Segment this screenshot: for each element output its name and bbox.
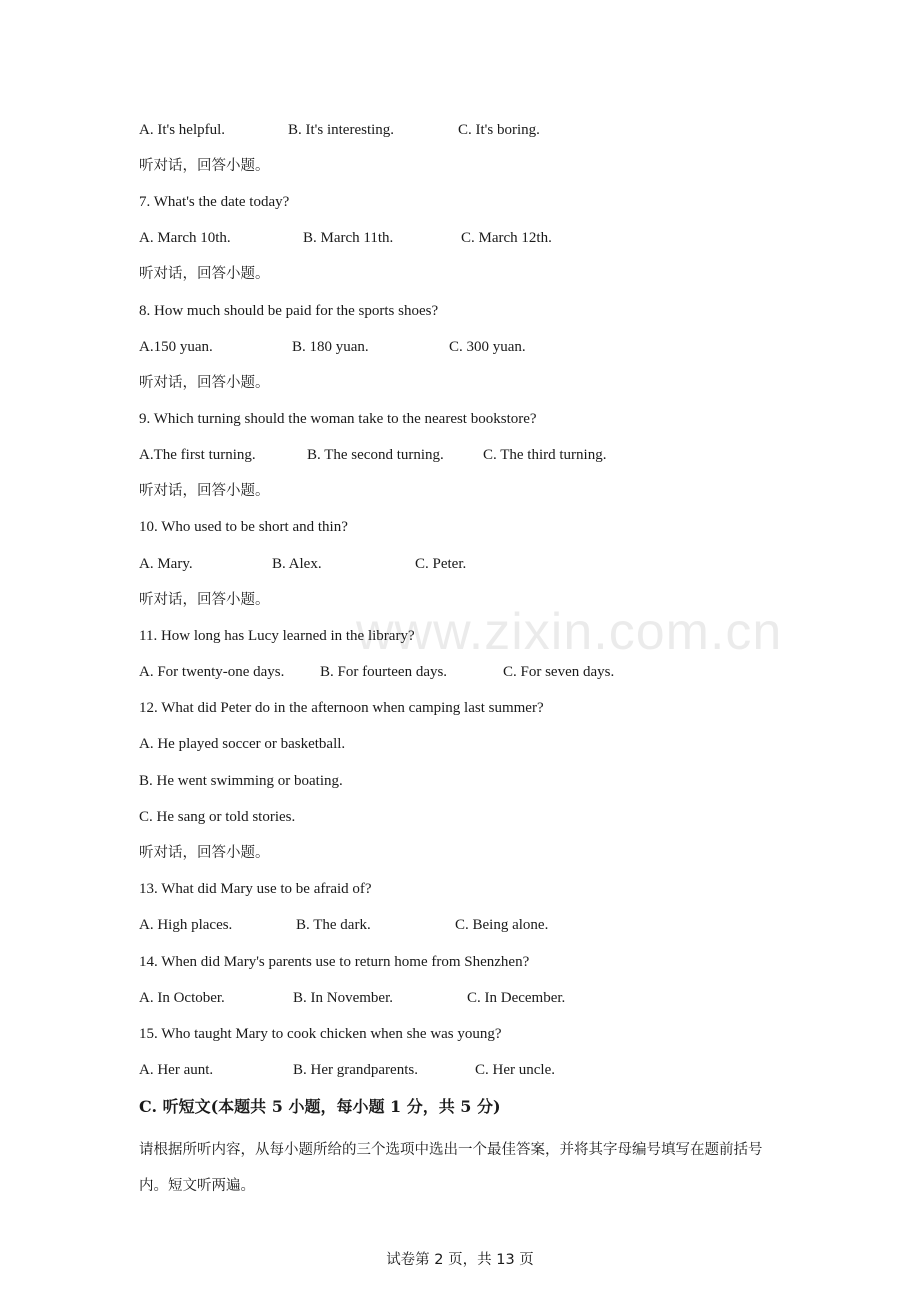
q10-question: 10. Who used to be short and thin?	[139, 519, 348, 535]
q6-option-b: B. It's interesting.	[288, 122, 395, 138]
q15-option-c: C. Her uncle.	[475, 1062, 555, 1078]
q13-question: 13. What did Mary use to be afraid of?	[139, 881, 372, 897]
q11-option-a: A. For twenty-one days.	[139, 664, 285, 680]
section-c-instructions: 请根据所听内容，从每小题所给的三个选项中选出一个最佳答案，并将其字母编号填写在题前括号内。短文听两遍。	[139, 1142, 763, 1194]
q9-option-b: B. The second turning.	[307, 447, 444, 463]
q14-option-a: A. In October.	[139, 990, 225, 1006]
q7-option-b: B. March 11th.	[303, 230, 394, 246]
q11-option-c: C. For seven days.	[503, 664, 615, 680]
q13-option-a: A. High places.	[139, 917, 233, 933]
watermark: www.zixin.com.cn	[356, 603, 783, 661]
q13-option-c: C. Being alone.	[455, 917, 549, 933]
q12-option-b: B. He went swimming or boating.	[139, 773, 343, 789]
q7-question: 7. What's the date today?	[139, 194, 290, 210]
q10-option-a: A. Mary.	[139, 556, 193, 572]
instruction: 听对话，回答小题。	[139, 592, 270, 608]
q14-question: 14. When did Mary's parents use to return home from Shenzhen?	[139, 954, 530, 970]
q12-question: 12. What did Peter do in the afternoon when camping last summer?	[139, 700, 544, 716]
q15-option-a: A. Her aunt.	[139, 1062, 214, 1078]
q7-option-a: A. March 10th.	[139, 230, 231, 246]
page-footer: 试卷第 2 页，共 13 页	[386, 1252, 534, 1268]
q15-option-b: B. Her grandparents.	[293, 1062, 418, 1078]
instruction: 听对话，回答小题。	[139, 845, 270, 861]
q15-question: 15. Who taught Mary to cook chicken when she was young?	[139, 1026, 502, 1042]
q8-option-b: B. 180 yuan.	[292, 339, 369, 355]
q8-question: 8. How much should be paid for the sports shoes?	[139, 303, 439, 319]
q8-option-c: C. 300 yuan.	[449, 339, 526, 355]
q7-option-c: C. March 12th.	[461, 230, 552, 246]
instruction: 听对话，回答小题。	[139, 158, 270, 174]
q10-option-b: B. Alex.	[272, 556, 322, 572]
q14-option-c: C. In December.	[467, 990, 566, 1006]
instruction: 听对话，回答小题。	[139, 375, 270, 391]
section-c-title: C. 听短文(本题共 5 小题，每小题 1 分，共 5 分)	[139, 1097, 501, 1116]
q9-option-a: A.The first turning.	[139, 447, 256, 463]
q11-option-b: B. For fourteen days.	[320, 664, 448, 680]
q6-option-c: C. It's boring.	[458, 122, 540, 138]
instruction: 听对话，回答小题。	[139, 483, 270, 499]
q9-question: 9. Which turning should the woman take to the nearest bookstore?	[139, 411, 537, 427]
q6-option-a: A. It's helpful.	[139, 122, 226, 138]
q12-option-a: A. He played soccer or basketball.	[139, 736, 346, 752]
q9-option-c: C. The third turning.	[483, 447, 607, 463]
q12-option-c: C. He sang or told stories.	[139, 809, 296, 825]
q10-option-c: C. Peter.	[415, 556, 467, 572]
q8-option-a: A.150 yuan.	[139, 339, 213, 355]
q11-question: 11. How long has Lucy learned in the library?	[139, 628, 415, 644]
instruction: 听对话，回答小题。	[139, 266, 270, 282]
q13-option-b: B. The dark.	[296, 917, 371, 933]
q14-option-b: B. In November.	[293, 990, 393, 1006]
